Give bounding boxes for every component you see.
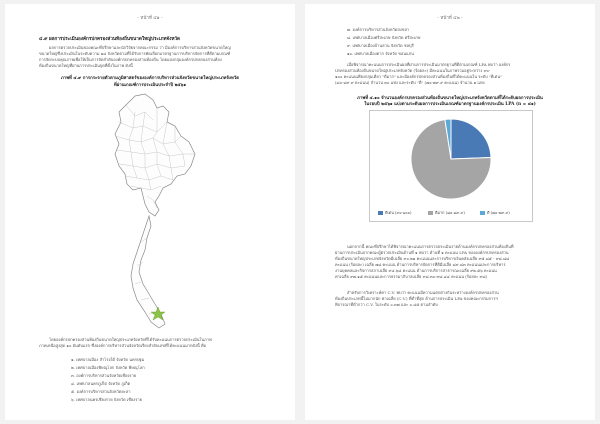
paragraph3-line: สำหรับการวิเคราะห์ค่า C.V. พบว่า คะแนนมีความแตกต่างกันระหว่างองค์กรปกครองส่วน xyxy=(347,290,499,295)
paragraph1-line: เมื่อพิจารณาคะแนนการประเมินผลที่ผ่านการประเมินมาตรฐานที่ดีตามเกณฑ์ LPA พบว่า องค์กร xyxy=(347,62,511,67)
legend-swatch xyxy=(480,211,485,215)
post-map-line: โดยองค์กรปกครองส่วนท้องถิ่นขนาดใหญ่ประเภทจังหวัดที่ได้รับคะแนนการตรวจประเมินในภาพ xyxy=(49,337,212,342)
paragraph2-line: คะแนน (ร้อยละ) เฉลี่ย ๗๘ คะแนน ด้านการบริหารจัดการที่ดีมีเฉลี่ย ๘๙.๘๓ คะแนนและการบริหาร xyxy=(335,262,506,267)
ranked-list-item: ๓. องค์การบริหารส่วนจังหวัดเชียงราย xyxy=(71,373,137,378)
legend-label: ดี (๗๐-๗๙.๙) xyxy=(487,210,510,215)
legend-item xyxy=(378,210,411,216)
post-map-line: ภาคเหนือสูงสุด ๑๐ อันดับแรก ซึ่งองค์การบริหารส่วนจังหวัดเรียงลำดับเลขที่ได้คะแนนมากดังนี้ คือ xyxy=(39,343,207,348)
paragraph2-line: นอกจากนี้ คณะที่ปรึกษาได้พิจารณาคะแนนการตรวจประเมินรายด้านองค์กรปกครองส่วนท้องถิ่นที่ xyxy=(347,244,514,249)
chart-caption-line1: ภาพที่ ๔.๑๐ จำนวนองค์กรปกครองส่วนท้องถิ่นขนาดใหญ่ประเภทจังหวัดตามที่ได้ระดับผลการประเมิน xyxy=(357,96,543,101)
map-caption-line1: ภาพที่ ๔.๙ การกระจายตัวตามภูมิศาสตร์ขององค์การบริหารส่วนจังหวัดขนาดใหญ่ประเภทจังหวัด xyxy=(60,76,240,81)
intro-line: ขนาดใหญ่ซึ่งประเมินในระดับความ ๑๔ จังหวัดตามที่ได้รับการคัดเลือกมาตรฐานการบริหารจัดการที่ดีตามเกณฑ์ xyxy=(39,51,231,56)
paragraph2-line: งานบุคคลและกิจการสภาเฉลี่ย ๙๔.๖๘ คะแนน ด้านการบริการสาธารณะเฉลี่ย ๙๒.๕๖ คะแนน xyxy=(335,268,497,273)
legend-label: ดีเด่น (๙๐-๑๐๐) xyxy=(385,210,412,215)
ranked-list-item: ๗. องค์การบริหารส่วนจังหวัดสงขลา xyxy=(347,27,410,32)
paragraph1-line: ๑๐๐ คะแนนเพียงกลุ่มเดียว "ดีมาก" และมีองค์กรปกครองส่วนท้องถิ่นที่ได้คะแนนใน ระดับ "ดีเด่น" xyxy=(335,74,502,79)
chart-caption-line2: ในรอบปี ๒๕๖๑ แบ่งตามระดับผลการประเมินเกณฑ์มาตรฐานองค์กรประเมิน LPA (n = ๔๑) xyxy=(364,102,536,107)
pie-slice-1 xyxy=(451,119,491,159)
section-heading: ๔.๙ ผลการประเมินองค์กรปกครองส่วนท้องถิ่นขนาดใหญ่ประเภทจังหวัด xyxy=(39,37,181,42)
right-page-number: - หน้าที่ ๔๒ - xyxy=(437,16,463,21)
paragraph2-line: ท้องถิ่นขนาดใหญ่ประเภทจังหวัดมีเฉลี่ย ๙๐.๒๑ คะแนนและการบริหารเงินคลังเฉลี่ย ๙๕.๘๕ - ๙๘.๘๘ xyxy=(335,256,510,261)
map-outline xyxy=(115,94,195,328)
left-page-number: - หน้าที่ ๔๑ - xyxy=(137,16,163,21)
ranked-list-item: ๑๐. เทศบาลเมืองตาก จังหวัด ขอนแก่น xyxy=(347,51,414,56)
intro-line: การจัดระบบคุณภาพเพื่อให้เป็นการจัดลำดับองค์กรปกครองส่วนท้องถิ่น โดยแบ่งกลุ่มองค์กรปกครองส่วนท้อง xyxy=(39,57,222,62)
thailand-province-map xyxy=(105,92,200,332)
ranked-list-item: ๒. เทศบาลเมืองพิษณุโลก จังหวัด พิษณุโลก xyxy=(71,365,145,370)
intro-line: ผลการตรวจประเมินของคณะที่ปรึกษาและนักวิจัยจากคณะกรรม ว่า มีองค์การบริหารส่วนจังหวัดขนาดใหญ่ xyxy=(49,45,231,50)
paragraph3-line: ท้องถิ่นประเภทนี้ไม่มากนัก ค่าเฉลี่ย (C.V.) ที่ต่ำที่สุด ด้านการประเมิน LPA ของคณะกรรมการฯ xyxy=(335,296,498,301)
map-caption-line2: ที่ผ่านเกณฑ์การประเมินประจำปี ๒๕๖๑ xyxy=(113,83,187,88)
paragraph2-line: ค่าเฉลี่ย ๙๗.๑๕ คะแนนและการธรรมาภิบาลเฉลี่ย ๙๘.๓๐-๙๘.๔๔ คะแนน (ร้อยละ ๙๘) xyxy=(335,274,488,279)
ranked-list-item: ๖. เทศบาลนครเชียงราย จังหวัด เชียงราย xyxy=(71,397,142,402)
chart-frame xyxy=(369,110,533,222)
legend-item xyxy=(480,210,510,216)
paragraph1-line: (๘๐-๘๙.๙ คะแนน) จำนวน ๓๐ แห่ง และระดับ "ดี" (๗๐-๗๙.๙ คะแนน) จำนวน ๑ แห่ง xyxy=(335,80,485,85)
pie-chart xyxy=(370,111,532,207)
right-page xyxy=(305,4,595,420)
paragraph2-line: ผ่านการประเมินจากคณะผู้ตรวจประเมินด้านที่ ๑ พบว่า ด้านที่ ๑ คะแนน LPA ขององค์กรปกครองส่วน xyxy=(335,250,509,255)
legend-item xyxy=(428,210,465,216)
paragraph1-line: ปกครองส่วนท้องถิ่นขนาดใหญ่ประเภทจังหวัด (ร้อยละ) มีคะแนนในภาพรวมอยู่ระหว่าง ๙๐- xyxy=(335,68,491,73)
legend-label: ดีมาก (๘๐-๘๙.๙) xyxy=(435,210,465,215)
legend-swatch xyxy=(378,211,383,215)
intro-line: ท้องถิ่นขนาดใหญ่ที่ผ่านการประเมินจุดที่ตั้งในภาพ ดังนี้ xyxy=(39,63,133,68)
ranked-list-item: ๘. เทศบาลเมืองศรีสะเกษ จังหวัด ศรีสะเกษ xyxy=(347,35,421,40)
legend-swatch xyxy=(428,211,433,215)
paragraph3-line: พิจารณาที่ต่ำกว่า C.V. ในระดับ ๐.๓๗ และ ๐.๔๕ ตามลำดับ xyxy=(335,302,438,307)
ranked-list-item: ๔. เทศบาลนครภูเก็ต จังหวัด ภูเก็ต xyxy=(71,381,131,386)
ranked-list-item: ๙. เทศบาลเมืองบ้านสวน จังหวัด ชลบุรี xyxy=(347,43,414,48)
left-page xyxy=(5,4,295,420)
ranked-list-item: ๕. องค์การบริหารส่วนจังหวัดยะลา xyxy=(71,389,131,394)
ranked-list-item: ๑. เทศบาลเมือง สำโรงใต้ จังหวัด นครปฐม xyxy=(71,357,145,362)
